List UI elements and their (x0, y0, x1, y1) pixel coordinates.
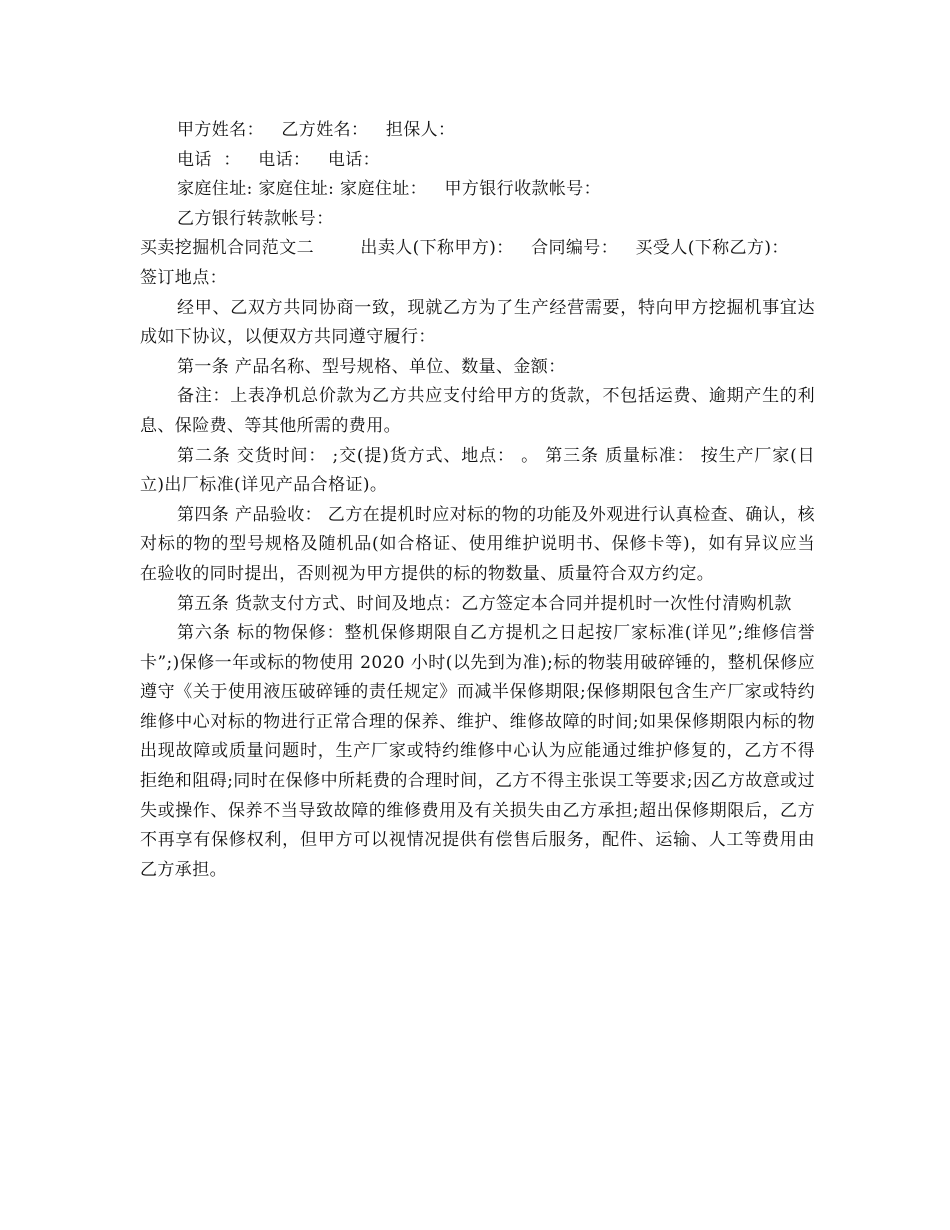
article-2-3-paragraph: 第二条 交货时间： ;交(提)货方式、地点： 。 第三条 质量标准： 按生产厂家(日立)出厂标准(详见产品合格证)。 (140, 445, 815, 496)
remark-paragraph: 备注：上表净机总价款为乙方共应支付给甲方的货款，不包括运费、逾期产生的利息、保险费、等其他所需的费用。 (140, 386, 815, 436)
document-body (140, 116, 815, 885)
article-6-paragraph: 第六条 标的物保修：整机保修期限自乙方提机之日起按厂家标准(详见”;维修信誉卡”;)保修一年或标的物使用 2020 小时(以先到为准);标的物装用破碎锤的，整机保修应遵守《关于使用液压破碎锤的责任规定》而减半保修期限;保修期限包含生产厂家或特约维修中心对标的物进行正常合理的保养、维护、维修故障的时间;如果保修期限内标的物出现故障或质量问题时，生产厂家或特约维修中心认为应能通过维护修复的，乙方不得拒绝和阻碍;同时在保修中所耗费的合理时间，乙方不得主张误工等要求;因乙方故意或过失或操作、保养不当导致故障的维修费用及有关损失由乙方承担;超出保修期限后，乙方不再享有保修权利，但甲方可以视情况提供有偿售后服务，配件、运输、人工等费用由乙方承担。 (140, 623, 815, 880)
article-1-paragraph: 第一条 产品名称、型号规格、单位、数量、金额： (177, 356, 566, 377)
phone-line: 电话 ： 电话： 电话： (177, 149, 381, 170)
article-4-paragraph: 第四条 产品验收： 乙方在提机时应对标的物的功能及外观进行认真检查、确认，核对标的物的型号规格及随机品(如合格证、使用维护说明书、保修卡等)，如有异议应当在验收的同时提出，否则视为甲方提供的标的物数量、质量符合双方约定。 (140, 504, 816, 584)
sign-place-line: 签订地点： (140, 267, 227, 288)
address-line: 家庭住址: 家庭住址: 家庭住址： 甲方银行收款帐号： (177, 179, 602, 200)
article-5-paragraph: 第五条 货款支付方式、时间及地点：乙方签定本合同并提机时一次性付清购机款 (177, 593, 792, 614)
intro-paragraph: 经甲、乙双方共同协商一致，现就乙方为了生产经营需要，特向甲方挖掘机事宜达成如下协议，以便双方共同遵守履行： (140, 297, 815, 348)
contract-title-line: 买卖挖掘机合同范文二 出卖人(下称甲方)： 合同编号： 买受人(下称乙方)： (140, 238, 789, 259)
bank-account-line: 乙方银行转款帐号： (177, 208, 334, 229)
party-names-line: 甲方姓名： 乙方姓名： 担保人： (177, 120, 456, 140)
